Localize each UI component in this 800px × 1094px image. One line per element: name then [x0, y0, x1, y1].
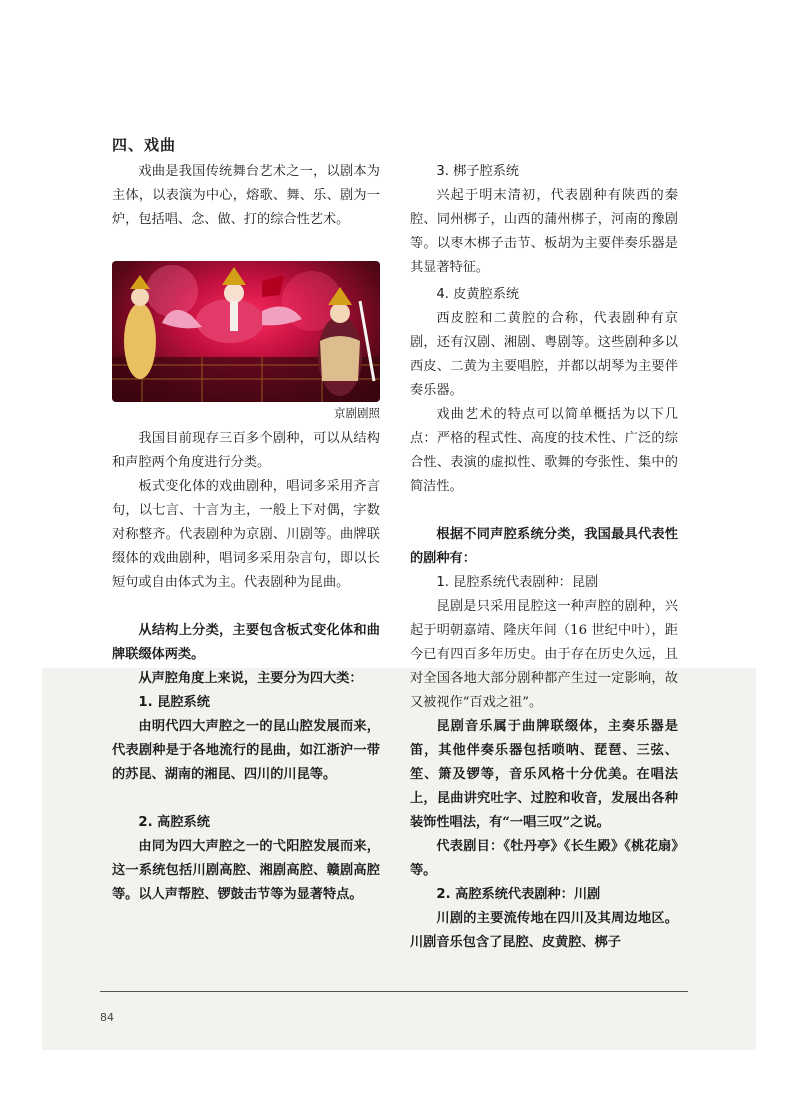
paragraph-gaoqiang: 由同为四大声腔之一的弋阳腔发展而来，这一系统包括川剧高腔、湘剧高腔、赣剧高腔等。以人声帮腔、锣鼓击节等为显著特点。	[112, 839, 380, 902]
paragraph-genre-count: 我国目前现存三百多个剧种，可以从结构和声腔两个角度进行分类。	[112, 431, 380, 470]
opera-photo-illustration	[112, 261, 380, 402]
heading-bangzi: 3. 梆子腔系统	[436, 164, 520, 179]
paragraph-bangzi: 兴起于明末清初，代表剧种有陕西的秦腔、同州梆子，山西的蒲州梆子，河南的豫剧等。以枣木梆子击节、板胡为主要伴奏乐器是其显著特征。	[410, 188, 678, 275]
section-title: 四、戏曲	[112, 136, 177, 154]
paragraph-pihuang: 西皮腔和二黄腔的合称，代表剧种有京剧，还有汉剧、湘剧、粤剧等。这些剧种多以西皮、二黄为主要唱腔，并都以胡琴为主要伴奏乐器。	[410, 311, 678, 398]
paragraph-kunju-history: 昆剧是只采用昆腔这一种声腔的剧种，兴起于明朝嘉靖、隆庆年间（16 世纪中叶），距今已有四百多年历史。由于存在历史久远，且对全国各地大部分剧种都产生过一定影响，故又被视作“百戏之祖”。	[410, 599, 678, 710]
heading-pihuang: 4. 皮黄腔系统	[436, 287, 520, 302]
photo-caption: 京剧剧照	[334, 406, 380, 420]
heading-chuanju: 2. 高腔系统代表剧种：川剧	[436, 887, 601, 902]
footer-rule	[100, 991, 688, 992]
paragraph-kunju-music: 昆剧音乐属于曲牌联缀体，主奏乐器是笛，其他伴奏乐器包括唢呐、琵琶、三弦、笙、箫及锣等，音乐风格十分优美。在唱法上，昆曲讲究吐字、过腔和收音，发展出各种装饰性唱法，有“一唱三叹”之说。	[410, 719, 678, 830]
heading-gaoqiang: 2. 高腔系统	[138, 815, 210, 830]
opera-photo	[112, 261, 380, 402]
paragraph-kunqiang: 由明代四大声腔之一的昆山腔发展而来，代表剧种是于各地流行的昆曲，如江浙沪一带的苏昆、湖南的湘昆、四川的川昆等。	[112, 719, 380, 782]
paragraph-features: 戏曲艺术的特点可以简单概括为以下几点：严格的程式性、高度的技术性、广泛的综合性、表演的虚拟性、歌舞的夸张性、集中的简洁性。	[410, 407, 678, 494]
intro-paragraph: 戏曲是我国传统舞台艺术之一，以剧本为主体，以表演为中心，熔歌、舞、乐、剧为一炉，包括唱、念、做、打的综合性艺术。	[112, 164, 380, 227]
paragraph-chuanju: 川剧的主要流传地在四川及其周边地区。川剧音乐包含了昆腔、皮黄腔、梆子	[410, 911, 678, 950]
heading-kunqiang: 1. 昆腔系统	[138, 695, 210, 710]
paragraph-structure-summary: 从结构上分类，主要包含板式变化体和曲牌联缀体两类。	[112, 623, 380, 662]
page-number: 84	[100, 1011, 114, 1024]
heading-kunju: 1. 昆腔系统代表剧种：昆剧	[436, 575, 599, 590]
paragraph-structure-detail: 板式变化体的戏曲剧种，唱词多采用齐言句，以七言、十言为主，一般上下对偶，字数对称整齐。代表剧种为京剧、川剧等。曲牌联缀体的戏曲剧种，唱词多采用杂言句，即以长短句或自由体式为主。代表剧种为昆曲。	[112, 479, 380, 590]
paragraph-kunju-repertoire: 代表剧目：《牡丹亭》《长生殿》《桃花扇》等。	[410, 839, 678, 878]
paragraph-representative-intro: 根据不同声腔系统分类，我国最具代表性的剧种有：	[410, 527, 678, 566]
paragraph-vocal-intro: 从声腔角度上来说，主要分为四大类：	[138, 671, 363, 686]
